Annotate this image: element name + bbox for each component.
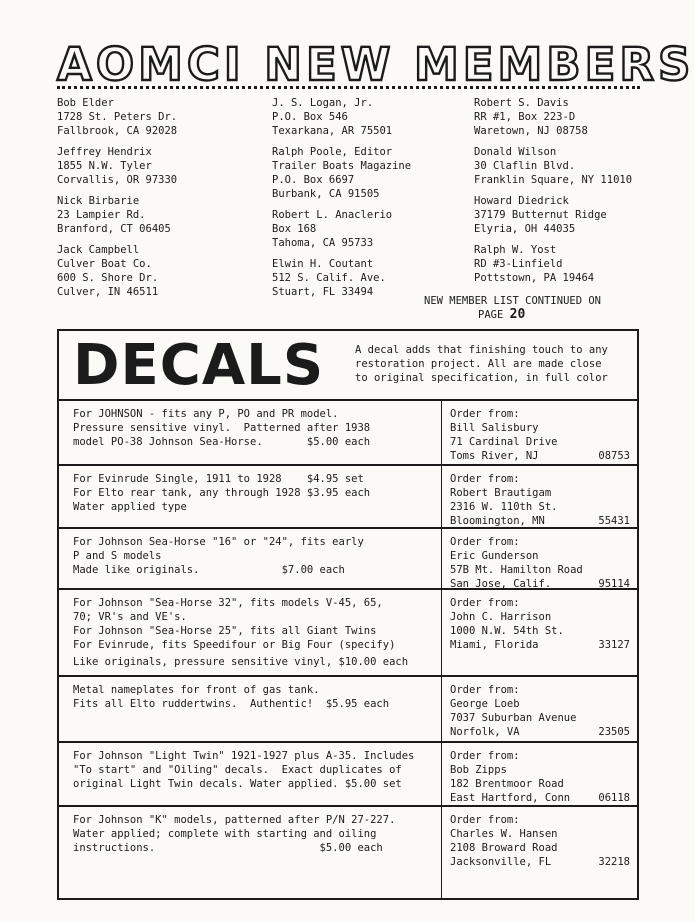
- decal-description: [73, 472, 453, 514]
- member-address-line: Franklin Square, NY 11010: [474, 174, 633, 186]
- member-entry: [474, 194, 659, 236]
- description-line: Fits all Elto ruddertwins. Authentic! $5.95 each: [73, 698, 390, 710]
- member-address-line: Trailer Boats Magazine: [272, 160, 412, 172]
- member-entry: [272, 145, 467, 201]
- order-address-line: Robert Brautigam: [450, 487, 552, 499]
- description-line: Metal nameplates for front of gas tank.: [73, 684, 320, 696]
- zip-code: 23505: [598, 726, 630, 738]
- decal-row: [59, 805, 637, 900]
- description-line: For Johnson "Sea-Horse 32", fits models V-45, 65,: [73, 597, 383, 609]
- member-address-line: 1728 St. Peters Dr.: [57, 111, 178, 123]
- continued-note: [424, 294, 624, 322]
- member-address-line: Texarkana, AR 75501: [272, 125, 393, 137]
- decals-box: [57, 329, 639, 900]
- order-address-line: East Hartford, Conn 06118: [450, 792, 630, 804]
- description-line: Made like originals. $7.00 each: [73, 564, 345, 576]
- order-address-line: Miami, Florida 33127: [450, 639, 630, 651]
- member-address-line: Branford, CT 06405: [57, 223, 171, 235]
- member-address-line: Tahoma, CA 95733: [272, 237, 374, 249]
- order-address-line: 71 Cardinal Drive: [450, 436, 558, 448]
- member-entry: [57, 96, 257, 138]
- zip-code: 32218: [598, 856, 630, 868]
- order-from-block: [450, 813, 630, 869]
- member-address-line: 37179 Butternut Ridge: [474, 209, 607, 221]
- description-line: For Johnson "Sea-Horse 25", fits all Giant Twins: [73, 625, 377, 637]
- order-address-line: 1000 N.W. 54th St.: [450, 625, 564, 637]
- member-name: Bob Elder: [57, 97, 114, 109]
- decal-description: [73, 749, 453, 791]
- member-address-line: Pottstown, PA 19464: [474, 272, 595, 284]
- decals-title: DECALS: [73, 333, 325, 398]
- decal-row: [59, 399, 637, 464]
- order-address-line: 182 Brentmoor Road: [450, 778, 564, 790]
- order-from-block: [450, 683, 630, 739]
- column-divider: [441, 743, 442, 805]
- order-address-line: Bloomington, MN 55431: [450, 515, 630, 527]
- order-from-label: Order from:: [450, 536, 520, 548]
- decal-description: [73, 535, 453, 577]
- member-address-line: 23 Lampier Rd.: [57, 209, 146, 221]
- member-entry: [57, 243, 257, 299]
- order-from-label: Order from:: [450, 597, 520, 609]
- member-entry: [474, 243, 659, 285]
- member-name: Robert L. Anaclerio: [272, 209, 393, 221]
- description-line: Pressure sensitive vinyl. Patterned after 1938: [73, 422, 371, 434]
- continued-page: PAGE 20: [478, 307, 526, 322]
- order-address-line: Bill Salisbury: [450, 422, 539, 434]
- description-line: model PO-38 Johnson Sea-Horse. $5.00 each: [73, 436, 371, 448]
- zip-code: 33127: [598, 639, 630, 651]
- description-line: For Johnson "Light Twin" 1921-1927 plus A-35. Includes: [73, 750, 415, 762]
- member-address-line: Fallbrook, CA 92028: [57, 125, 178, 137]
- member-address-line: Box 168: [272, 223, 317, 235]
- order-from-block: [450, 407, 630, 463]
- member-name: Jeffrey Hendrix: [57, 146, 152, 158]
- member-name: Ralph W. Yost: [474, 244, 557, 256]
- order-address-line: San Jose, Calif. 95114: [450, 578, 630, 590]
- title-dotted-rule: [57, 86, 640, 89]
- description-line: P and S models: [73, 550, 162, 562]
- column-divider: [441, 677, 442, 741]
- column-divider: [441, 807, 442, 900]
- order-address-line: George Loeb: [450, 698, 520, 710]
- order-address-line: 57B Mt. Hamilton Road: [450, 564, 583, 576]
- description-line: instructions. $5.00 each: [73, 842, 383, 854]
- members-column-3: [474, 96, 659, 292]
- order-from-label: Order from:: [450, 684, 520, 696]
- description-line: For JOHNSON - fits any P, PO and PR model.: [73, 408, 339, 420]
- decal-row: [59, 527, 637, 588]
- description-line: For Evinrude, fits Speedifour or Big Four (specify): [73, 639, 396, 651]
- order-from-block: [450, 596, 630, 652]
- zip-code: 08753: [598, 450, 630, 462]
- member-address-line: 600 S. Shore Dr.: [57, 272, 159, 284]
- members-column-2: [272, 96, 467, 306]
- order-from-label: Order from:: [450, 750, 520, 762]
- column-divider: [441, 466, 442, 527]
- member-name: Howard Diedrick: [474, 195, 569, 207]
- continued-text: NEW MEMBER LIST CONTINUED ON: [424, 295, 602, 307]
- order-address-line: 2108 Broward Road: [450, 842, 558, 854]
- decal-description: [73, 683, 453, 711]
- description-line: Like originals, pressure sensitive vinyl, $10.00 each: [73, 656, 409, 668]
- member-address-line: Culver, IN 46511: [57, 286, 159, 298]
- zip-code: 95114: [598, 578, 630, 590]
- decal-description: [73, 407, 453, 449]
- description-line: Water applied; complete with starting and oiling: [73, 828, 377, 840]
- member-address-line: Waretown, NJ 08758: [474, 125, 588, 137]
- order-from-label: Order from:: [450, 408, 520, 420]
- page-title: AOMCI NEW MEMBERS: [57, 38, 695, 91]
- description-line: Water applied type: [73, 501, 187, 513]
- order-from-label: Order from:: [450, 473, 520, 485]
- column-divider: [441, 529, 442, 588]
- description-line: original Light Twin decals. Water applied. $5.00 set: [73, 778, 402, 790]
- member-name: J. S. Logan, Jr.: [272, 97, 374, 109]
- member-entry: [57, 194, 257, 236]
- member-entry: [474, 145, 659, 187]
- order-address-line: 2316 W. 110th St.: [450, 501, 558, 513]
- order-from-block: [450, 472, 630, 528]
- member-name: Elwin H. Coutant: [272, 258, 374, 270]
- decals-header: [59, 331, 637, 399]
- member-address-line: RR #1, Box 223-D: [474, 111, 576, 123]
- member-address-line: Culver Boat Co.: [57, 258, 152, 270]
- member-address-line: P.O. Box 6697: [272, 174, 355, 186]
- member-entry: [57, 145, 257, 187]
- member-name: Nick Birbarie: [57, 195, 140, 207]
- description-line: 70; VR's and VE's.: [73, 611, 187, 623]
- column-divider: [441, 401, 442, 464]
- order-from-block: [450, 749, 630, 805]
- member-address-line: 512 S. Calif. Ave.: [272, 272, 386, 284]
- order-address-line: 7037 Suburban Avenue: [450, 712, 577, 724]
- member-name: Jack Campbell: [57, 244, 140, 256]
- order-from-label: Order from:: [450, 814, 520, 826]
- order-address-line: Eric Gunderson: [450, 550, 539, 562]
- member-name: Robert S. Davis: [474, 97, 569, 109]
- member-address-line: Elyria, OH 44035: [474, 223, 576, 235]
- order-from-block: [450, 535, 630, 591]
- order-address-line: Norfolk, VA 23505: [450, 726, 630, 738]
- decal-row: [59, 675, 637, 741]
- order-address-line: John C. Harrison: [450, 611, 552, 623]
- member-name: Donald Wilson: [474, 146, 557, 158]
- description-line: For Elto rear tank, any through 1928 $3.95 each: [73, 487, 371, 499]
- decal-row: [59, 464, 637, 527]
- member-address-line: 30 Claflin Blvd.: [474, 160, 576, 172]
- member-entry: [272, 208, 467, 250]
- member-address-line: 1855 N.W. Tyler: [57, 160, 152, 172]
- member-entry: [272, 96, 467, 138]
- order-address-line: Charles W. Hansen: [450, 828, 558, 840]
- decal-row: [59, 741, 637, 805]
- description-line: For Johnson "K" models, patterned after P/N 27-227.: [73, 814, 396, 826]
- order-address-line: Toms River, NJ 08753: [450, 450, 630, 462]
- member-entry: [272, 257, 467, 299]
- member-address-line: RD #3-Linfield: [474, 258, 563, 270]
- description-line: For Evinrude Single, 1911 to 1928 $4.95 set: [73, 473, 364, 485]
- member-address-line: Burbank, CA 91505: [272, 188, 380, 200]
- description-line: "To start" and "Oiling" decals. Exact duplicates of: [73, 764, 402, 776]
- zip-code: 55431: [598, 515, 630, 527]
- member-entry: [474, 96, 659, 138]
- order-address-line: Jacksonville, FL 32218: [450, 856, 630, 868]
- members-column-1: [57, 96, 257, 306]
- order-address-line: Bob Zipps: [450, 764, 507, 776]
- zip-code: 06118: [598, 792, 630, 804]
- description-line: For Johnson Sea-Horse "16" or "24", fits early: [73, 536, 364, 548]
- decal-description: [73, 813, 453, 855]
- member-name: Ralph Poole, Editor: [272, 146, 393, 158]
- page-number: 20: [509, 307, 526, 322]
- member-address-line: P.O. Box 546: [272, 111, 348, 123]
- decal-row: [59, 588, 637, 675]
- member-address-line: Stuart, FL 33494: [272, 286, 374, 298]
- column-divider: [441, 590, 442, 675]
- decals-intro: A decal adds that finishing touch to any restoration project. All are made close to original specification, in full color: [355, 344, 608, 384]
- member-address-line: Corvallis, OR 97330: [57, 174, 178, 186]
- decal-description: [73, 596, 453, 669]
